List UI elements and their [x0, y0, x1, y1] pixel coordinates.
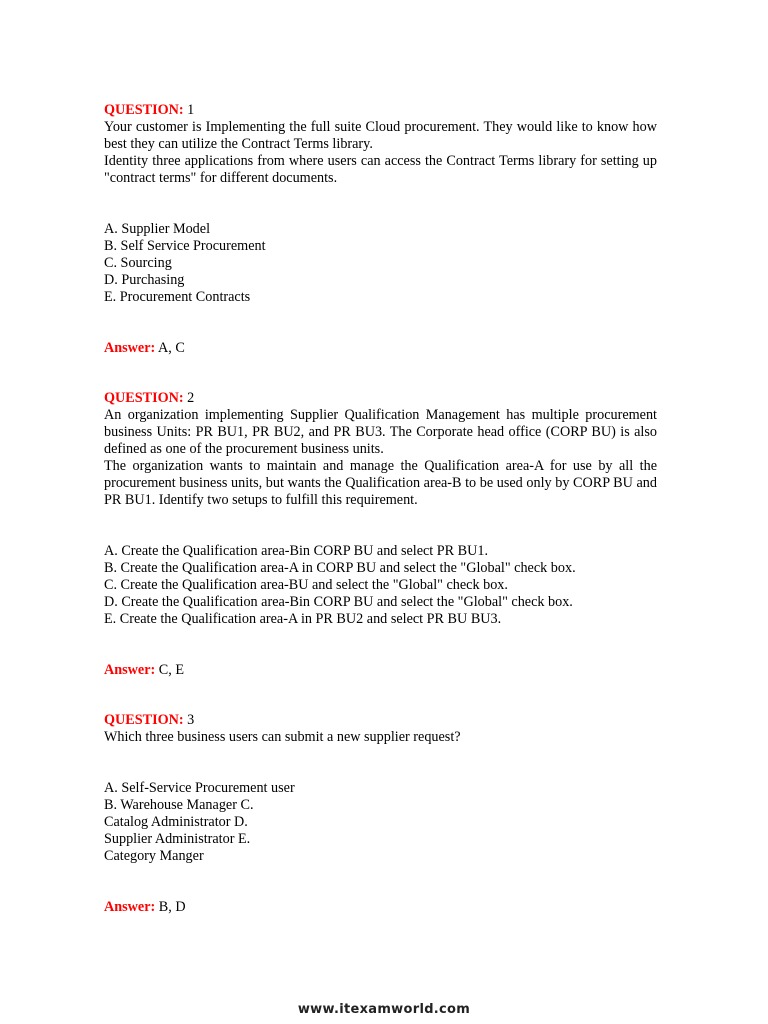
question-paragraph: Your customer is Implementing the full suite Cloud procurement. They would like to know how best they can utilize the Contract Terms library.	[104, 119, 657, 152]
question-block-3	[104, 712, 657, 916]
question-heading	[104, 102, 657, 119]
question-text	[104, 119, 657, 187]
option-item: D. Create the Qualification area-Bin CORP BU and select the "Global" check box.	[104, 594, 573, 610]
question-paragraph: The organization wants to maintain and manage the Qualification area-A for use by all the procurement business units, but wants the Qualification area-B to be used only by CORP BU and PR BU1. Identify two setups to fulfill this requirement.	[104, 458, 657, 508]
question-text	[104, 407, 657, 509]
answer-value: A, C	[158, 340, 185, 356]
option-item: C. Sourcing	[104, 255, 172, 271]
answer-line	[104, 340, 657, 357]
option-item: Supplier Administrator E.	[104, 831, 251, 847]
option-item: D. Purchasing	[104, 272, 185, 288]
answer-label: Answer:	[104, 899, 156, 915]
question-paragraph: Identity three applications from where users can access the Contract Terms library for setting up "contract terms" for different documents.	[104, 153, 657, 186]
question-label: QUESTION:	[104, 102, 184, 118]
option-item: B. Warehouse Manager C.	[104, 797, 254, 813]
option-item: Category Manger	[104, 848, 204, 864]
question-number: 1	[187, 102, 195, 118]
question-label: QUESTION:	[104, 712, 184, 728]
footer-watermark: www.itexamworld.com	[297, 1002, 471, 1017]
document-page	[104, 102, 657, 916]
answer-options	[104, 221, 657, 306]
option-item: A. Supplier Model	[104, 221, 211, 237]
question-number: 2	[187, 390, 195, 406]
option-item: A. Create the Qualification area-Bin CORP BU and select PR BU1.	[104, 543, 489, 559]
option-item: B. Self Service Procurement	[104, 238, 266, 254]
question-heading	[104, 390, 657, 407]
answer-value: C, E	[158, 662, 185, 678]
option-item: E. Procurement Contracts	[104, 289, 251, 305]
option-item: B. Create the Qualification area-A in CORP BU and select the "Global" check box.	[104, 560, 576, 576]
answer-label: Answer:	[104, 340, 156, 356]
question-label: QUESTION:	[104, 390, 184, 406]
question-block-1	[104, 102, 657, 357]
answer-line	[104, 662, 657, 679]
option-item: E. Create the Qualification area-A in PR BU2 and select PR BU BU3.	[104, 611, 502, 627]
question-heading	[104, 712, 657, 729]
answer-value: B, D	[158, 899, 186, 915]
option-item: C. Create the Qualification area-BU and select the "Global" check box.	[104, 577, 508, 593]
question-paragraph: Which three business users can submit a new supplier request?	[104, 729, 461, 745]
question-number: 3	[187, 712, 195, 728]
option-item: Catalog Administrator D.	[104, 814, 248, 830]
option-item: A. Self-Service Procurement user	[104, 780, 295, 796]
answer-options	[104, 543, 657, 628]
answer-options	[104, 780, 657, 865]
answer-label: Answer:	[104, 662, 156, 678]
question-text	[104, 729, 657, 746]
answer-line	[104, 899, 657, 916]
question-paragraph: An organization implementing Supplier Qualification Management has multiple procurement business Units: PR BU1, PR BU2, and PR BU3. The Corporate head office (CORP BU) is also defined as one of the procurement business units.	[104, 407, 657, 457]
question-block-2	[104, 390, 657, 679]
